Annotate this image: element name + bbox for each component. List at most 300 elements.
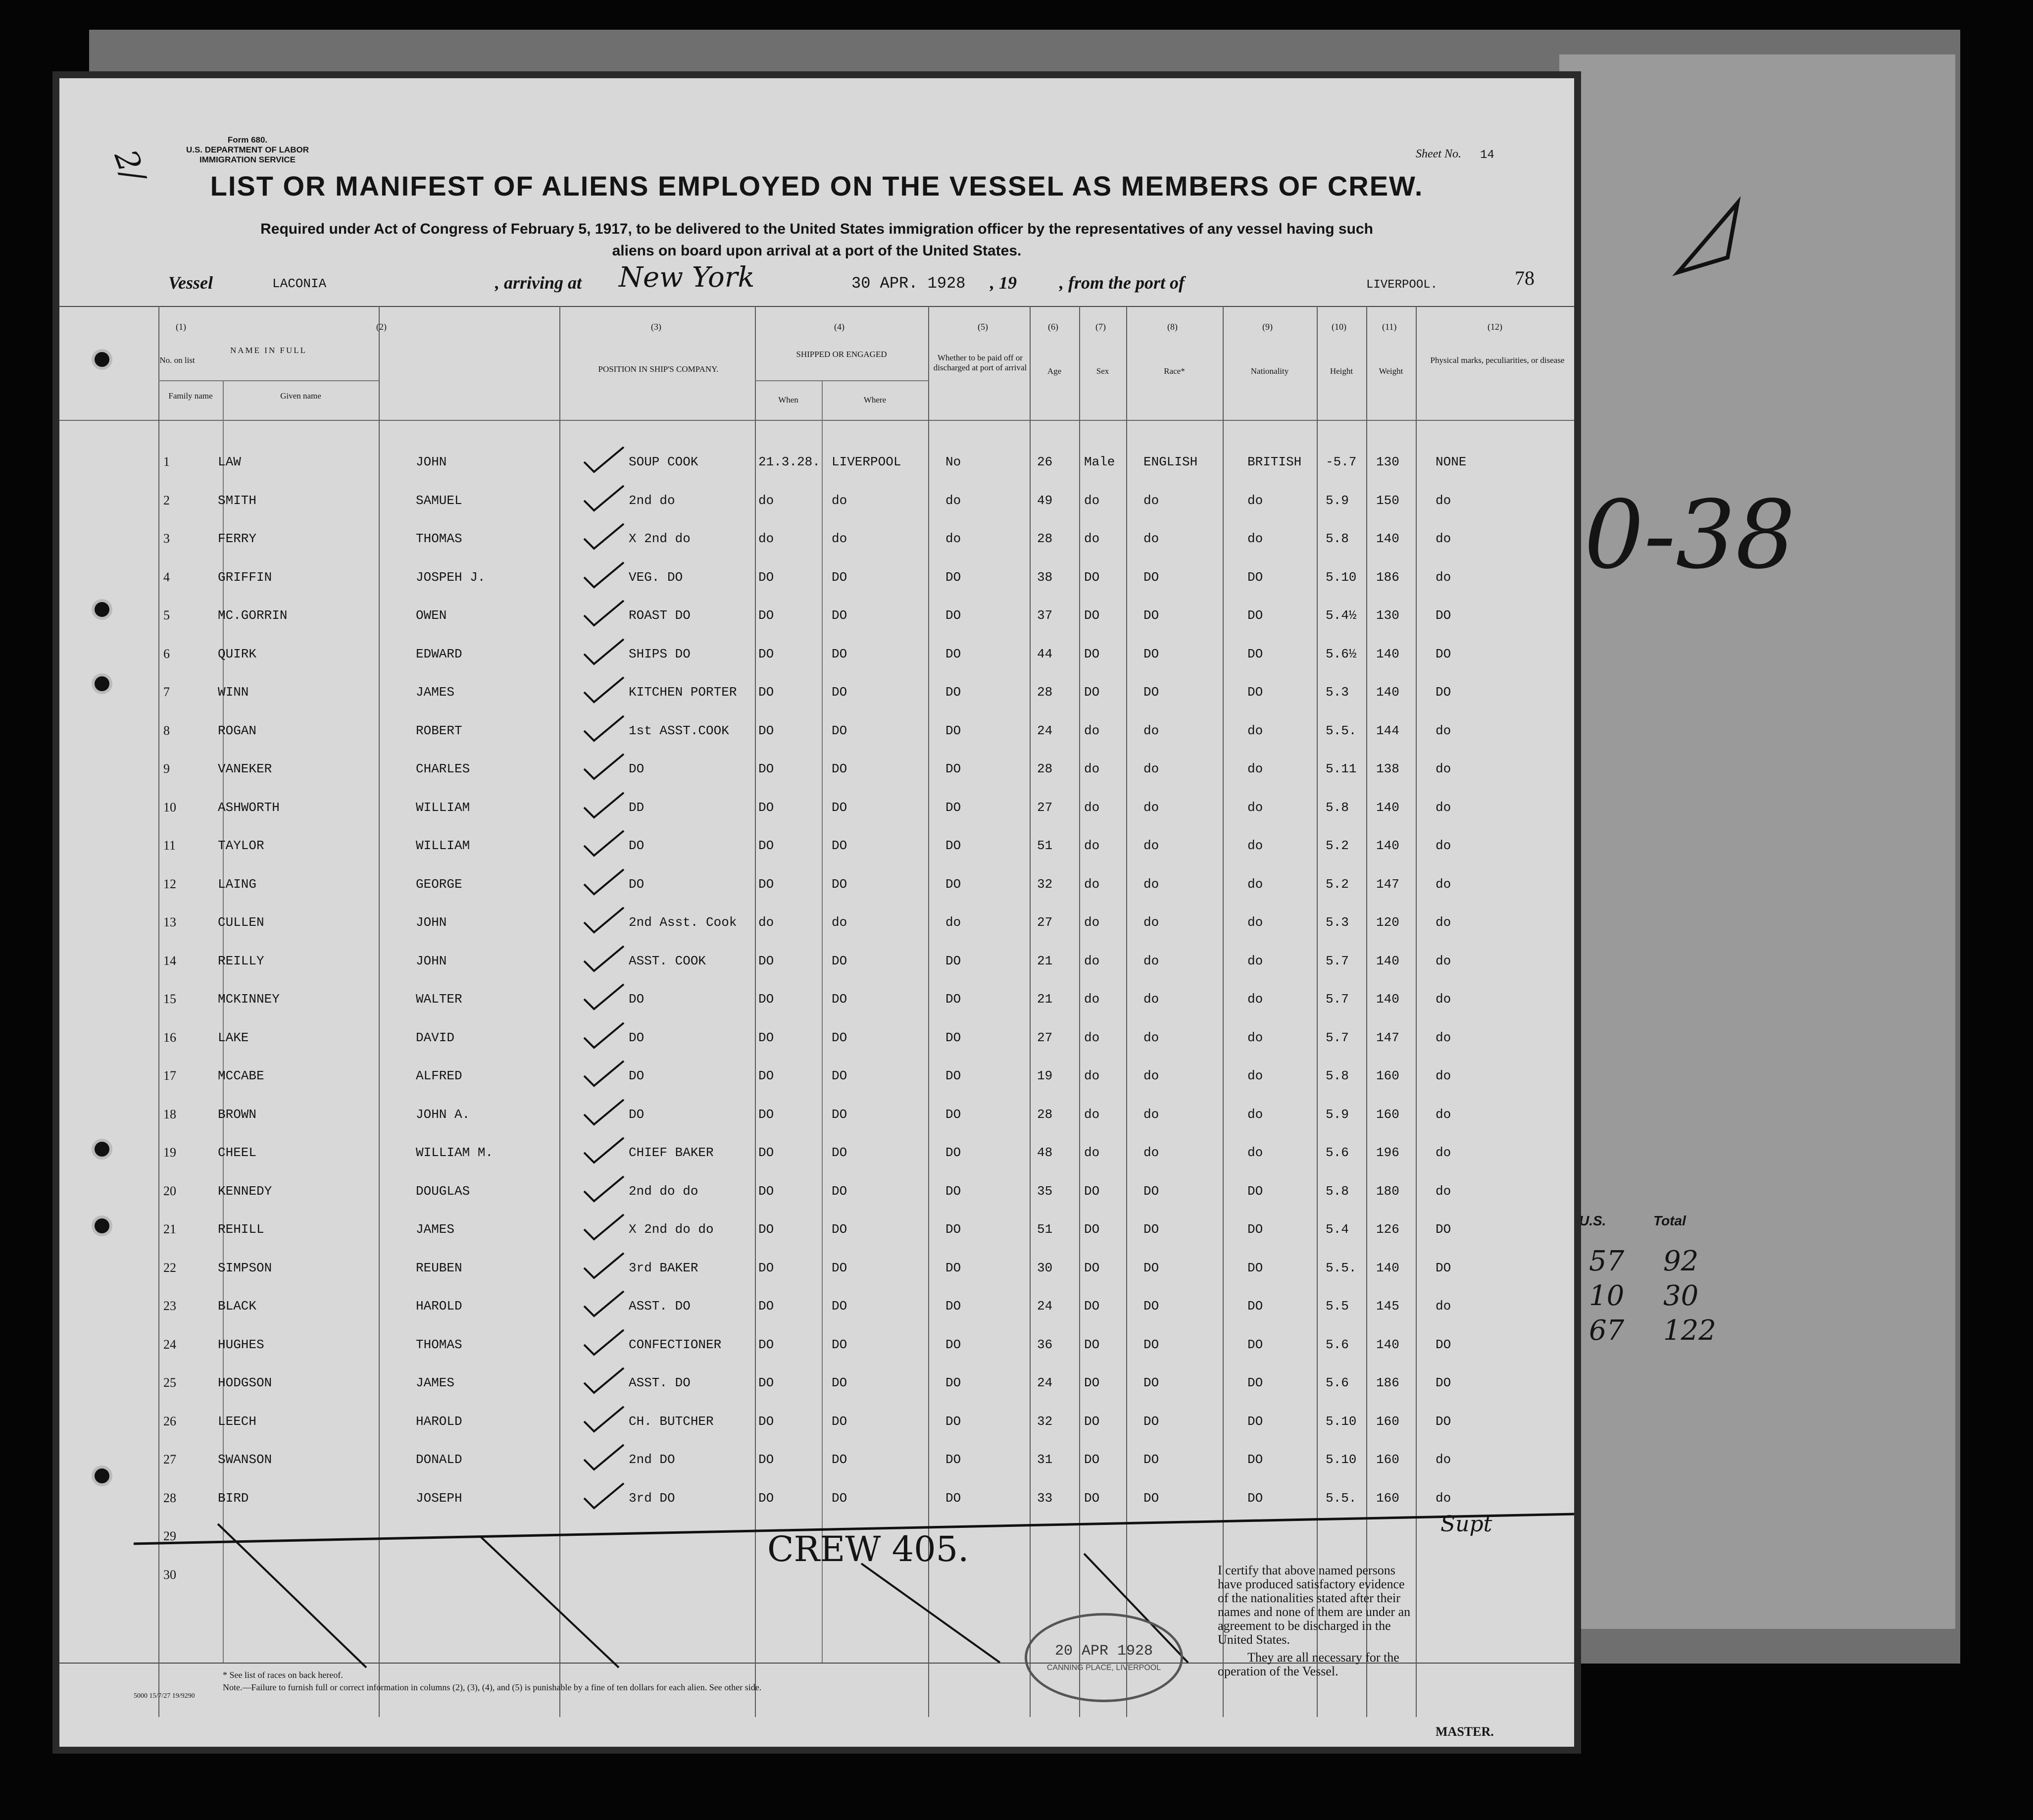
when-cell: do [758,531,774,546]
master-label: MASTER. [1436,1724,1494,1739]
race-cell: DO [1143,569,1159,585]
age-cell: 30 [1037,1260,1053,1275]
age-cell: 36 [1037,1337,1053,1352]
given-name-cell: ROBERT [416,723,462,738]
position-cell: ASST. DO [629,1375,691,1390]
height-cell: 5.2 [1326,838,1349,853]
paid-off-cell: DO [945,1222,961,1237]
physical-marks-cell: do [1436,531,1451,546]
family-name-cell: ASHWORTH [218,800,280,815]
weight-cell: 140 [1376,1260,1399,1275]
age-cell: 24 [1037,1375,1053,1390]
when-cell: DO [758,761,774,776]
arrival-date-stamp: 30 APR. 1928 [851,274,966,293]
age-cell: 24 [1037,1299,1053,1314]
height-cell: 5.7 [1326,953,1349,968]
department: U.S. DEPARTMENT OF LABOR [186,145,309,154]
where-cell: do [832,915,847,930]
position-cell: 2nd Asst. Cook [629,915,737,930]
race-cell: do [1143,876,1159,892]
race-cell: ENGLISH [1143,455,1198,469]
sex-cell: DO [1084,608,1100,623]
age-cell: 48 [1037,1145,1053,1160]
race-cell: DO [1143,1222,1159,1237]
row-number: 15 [163,992,176,1006]
physical-marks-cell: do [1436,915,1451,930]
nationality-cell: do [1247,761,1263,776]
age-cell: 28 [1037,761,1053,776]
sex-cell: DO [1084,685,1100,700]
arrow-mark-icon [1668,193,1757,322]
row-number: 11 [163,838,176,853]
given-name-cell: WILLIAM [416,838,470,853]
position-cell: DO [629,876,645,892]
family-name-cell: BROWN [218,1107,257,1122]
tally-r2a: 10 [1589,1280,1625,1312]
manifest-page [59,78,1574,1747]
col-num-11: (11) [1382,322,1397,332]
header-family-name: Family name [168,391,213,401]
certification-line: agreement to be discharged in the [1218,1618,1391,1633]
nationality-cell: do [1247,838,1263,853]
family-name-cell: LAW [218,455,241,469]
given-name-cell: JOSPEH J. [416,569,486,585]
physical-marks-cell: do [1436,992,1451,1007]
row-number: 27 [163,1452,176,1466]
tally-r1b: 92 [1663,1245,1699,1277]
weight-cell: 144 [1376,723,1399,738]
height-cell: 5.7 [1326,992,1349,1007]
where-cell: DO [832,992,847,1007]
header-physical-marks: Physical marks, peculiarities, or disease [1430,355,1565,365]
age-cell: 37 [1037,608,1053,623]
physical-marks-cell: DO [1436,1337,1451,1352]
height-cell: 5.3 [1326,685,1349,700]
family-name-cell: VANEKER [218,761,272,776]
header-race: Race* [1164,366,1185,376]
sex-cell: do [1084,838,1100,853]
given-name-cell: EDWARD [416,646,462,661]
weight-cell: 160 [1376,1452,1399,1467]
weight-cell: 140 [1376,953,1399,968]
header-nationality: Nationality [1250,366,1289,376]
family-name-cell: MCCABE [218,1068,264,1083]
punch-hole [92,1139,112,1160]
row-number: 23 [163,1299,176,1313]
given-name-cell: DONALD [416,1452,462,1467]
age-cell: 26 [1037,455,1053,469]
tally-r3a: 67 [1589,1314,1625,1347]
age-cell: 24 [1037,723,1053,738]
paid-off-cell: DO [945,646,961,661]
where-cell: DO [832,1490,847,1506]
height-cell: 5.2 [1326,876,1349,892]
where-cell: DO [832,1414,847,1429]
age-cell: 21 [1037,953,1053,968]
physical-marks-cell: do [1436,761,1451,776]
age-cell: 38 [1037,569,1053,585]
where-cell: DO [832,1030,847,1045]
weight-cell: 120 [1376,915,1399,930]
age-cell: 21 [1037,992,1053,1007]
height-cell: 5.10 [1326,1452,1357,1467]
given-name-cell: JAMES [416,685,455,700]
weight-cell: 196 [1376,1145,1399,1160]
race-cell: do [1143,953,1159,968]
weight-cell: 147 [1376,876,1399,892]
nationality-cell: do [1247,1068,1263,1083]
from-port-label: , from the port of [1059,273,1185,293]
when-cell: DO [758,1030,774,1045]
height-cell: 5.8 [1326,531,1349,546]
physical-marks-cell: DO [1436,1260,1451,1275]
physical-marks-cell: do [1436,1107,1451,1122]
race-cell: do [1143,1145,1159,1160]
when-cell: 21.3.28. [758,455,820,469]
nationality-cell: do [1247,953,1263,968]
when-cell: DO [758,1414,774,1429]
position-cell: 3rd BAKER [629,1260,698,1275]
sex-cell: DO [1084,646,1100,661]
paid-off-cell: DO [945,1068,961,1083]
position-cell: 2nd do [629,493,675,508]
sex-cell: DO [1084,569,1100,585]
col-num-9: (9) [1262,322,1273,332]
nationality-cell: DO [1247,1337,1263,1352]
physical-marks-cell: do [1436,1452,1451,1467]
sex-cell: DO [1084,1260,1100,1275]
given-name-cell: WILLIAM M. [416,1145,494,1160]
row-number: 12 [163,876,176,891]
position-cell: SHIPS DO [629,646,691,661]
paid-off-cell: DO [945,838,961,853]
age-cell: 35 [1037,1183,1053,1199]
age-cell: 51 [1037,1222,1053,1237]
physical-marks-cell: do [1436,1490,1451,1506]
position-cell: KITCHEN PORTER [629,685,737,700]
side-mark: 0-38 [1584,480,1795,590]
where-cell: DO [832,1452,847,1467]
when-cell: DO [758,569,774,585]
where-cell: DO [832,608,847,623]
nationality-cell: DO [1247,569,1263,585]
sex-cell: DO [1084,1183,1100,1199]
nationality-cell: DO [1247,1452,1263,1467]
where-cell: do [832,531,847,546]
where-cell: DO [832,800,847,815]
row-number: 3 [163,531,170,546]
race-cell: DO [1143,1299,1159,1314]
physical-marks-cell: do [1436,1299,1451,1314]
given-name-cell: JOHN [416,455,447,469]
weight-cell: 126 [1376,1222,1399,1237]
when-cell: DO [758,1145,774,1160]
paid-off-cell: DO [945,876,961,892]
when-cell: do [758,493,774,508]
certification-line: names and none of them are under an [1218,1605,1411,1619]
where-cell: DO [832,1222,847,1237]
col-num-5: (5) [978,322,988,332]
given-name-cell: ALFRED [416,1068,462,1083]
row-number: 6 [163,646,170,661]
paid-off-cell: DO [945,953,961,968]
paid-off-cell: DO [945,1452,961,1467]
height-cell: 5.7 [1326,1030,1349,1045]
sex-cell: DO [1084,1414,1100,1429]
sex-cell: DO [1084,1337,1100,1352]
nationality-cell: DO [1247,646,1263,661]
immigration-stamp [1025,1613,1183,1702]
age-cell: 27 [1037,1030,1053,1045]
when-cell: DO [758,953,774,968]
when-cell: DO [758,1375,774,1390]
position-cell: DO [629,1107,645,1122]
tally-head-total: Total [1653,1213,1686,1228]
col-num-2: (2) [376,322,387,332]
age-cell: 44 [1037,646,1053,661]
header-no-on-list: No. on list [159,355,195,365]
certification-line: have produced satisfactory evidence [1218,1577,1405,1591]
header-name-in-full: NAME IN FULL [230,346,307,355]
nationality-cell: DO [1247,1490,1263,1506]
header-position: POSITION IN SHIP'S COMPANY. [598,364,719,374]
margin-mark: 2/ [106,145,152,187]
weight-cell: 160 [1376,1107,1399,1122]
given-name-cell: REUBEN [416,1260,462,1275]
position-cell: X 2nd do do [629,1222,714,1237]
height-cell: 5.5. [1326,1260,1357,1275]
position-cell: X 2nd do [629,531,691,546]
sex-cell: do [1084,493,1100,508]
position-cell: VEG. DO [629,569,683,585]
family-name-cell: HUGHES [218,1337,264,1352]
sex-cell: do [1084,1030,1100,1045]
race-cell: DO [1143,1490,1159,1506]
position-cell: 1st ASST.COOK [629,723,729,738]
where-cell: DO [832,1145,847,1160]
race-cell: do [1143,531,1159,546]
strike-through-lines [59,78,1574,1747]
family-name-cell: TAYLOR [218,838,264,853]
when-cell: do [758,915,774,930]
paid-off-cell: DO [945,1490,961,1506]
family-name-cell: LEECH [218,1414,257,1429]
print-code: 5000 15/7/27 19/9290 [134,1692,195,1700]
row-number: 10 [163,800,176,814]
height-cell: -5.7 [1326,455,1357,469]
position-cell: CHIEF BAKER [629,1145,714,1160]
height-cell: 5.9 [1326,493,1349,508]
family-name-cell: MCKINNEY [218,992,280,1007]
given-name-cell: DOUGLAS [416,1183,470,1199]
paid-off-cell: DO [945,1260,961,1275]
position-cell: SOUP COOK [629,455,698,469]
row-number: 17 [163,1068,176,1083]
height-cell: 5.8 [1326,1183,1349,1199]
position-cell: DO [629,992,645,1007]
physical-marks-cell: DO [1436,1414,1451,1429]
punch-hole [92,599,112,620]
certification-line: I certify that above named persons [1218,1563,1395,1577]
race-cell: DO [1143,685,1159,700]
family-name-cell: KENNEDY [218,1183,272,1199]
nationality-cell: do [1247,1107,1263,1122]
certification-line: of the nationalities stated after their [1218,1591,1400,1605]
header-paid-off: Whether to be paid off or discharged at port of arrival [933,353,1027,372]
race-cell: do [1143,992,1159,1007]
sex-cell: do [1084,723,1100,738]
row-number: 24 [163,1337,176,1352]
row-number: 18 [163,1107,176,1121]
height-cell: 5.8 [1326,1068,1349,1083]
height-cell: 5.6 [1326,1375,1349,1390]
when-cell: DO [758,685,774,700]
when-cell: DO [758,723,774,738]
paid-off-cell: DO [945,1337,961,1352]
when-cell: DO [758,1452,774,1467]
nationality-cell: do [1247,723,1263,738]
row-number: 19 [163,1145,176,1160]
nationality-cell: DO [1247,685,1263,700]
col-num-7: (7) [1095,322,1106,332]
certification-line: United States. [1218,1632,1290,1647]
physical-marks-cell: do [1436,1030,1451,1045]
given-name-cell: SAMUEL [416,493,462,508]
arriving-label: , arriving at [495,273,582,293]
nationality-cell: do [1247,1145,1263,1160]
race-cell: do [1143,1107,1159,1122]
weight-cell: 140 [1376,531,1399,546]
family-name-cell: ROGAN [218,723,257,738]
row-number: 22 [163,1260,176,1275]
position-cell: CONFECTIONER [629,1337,722,1352]
paid-off-cell: DO [945,569,961,585]
certification-line: They are all necessary for the [1247,1650,1399,1665]
physical-marks-cell: do [1436,1145,1451,1160]
position-cell: 3rd DO [629,1490,675,1506]
given-name-cell: HAROLD [416,1414,462,1429]
subtitle-line-2: aliens on board upon arrival at a port of the United States. [612,243,1022,259]
height-cell: 5.8 [1326,800,1349,815]
where-cell: DO [832,1068,847,1083]
where-cell: DO [832,838,847,853]
family-name-cell: BLACK [218,1299,257,1314]
where-cell: DO [832,953,847,968]
where-cell: DO [832,1299,847,1314]
row-number: 16 [163,1030,176,1045]
col-num-12: (12) [1488,322,1502,332]
family-name-cell: GRIFFIN [218,569,272,585]
family-name-cell: QUIRK [218,646,257,661]
weight-cell: 147 [1376,1030,1399,1045]
where-cell: DO [832,1183,847,1199]
height-cell: 5.6 [1326,1337,1349,1352]
age-cell: 28 [1037,685,1053,700]
position-cell: ASST. DO [629,1299,691,1314]
family-name-cell: LAKE [218,1030,249,1045]
race-cell: do [1143,1068,1159,1083]
where-cell: LIVERPOOL [832,455,901,469]
certification-text [1218,1564,1500,1678]
weight-cell: 140 [1376,1337,1399,1352]
given-name-cell: THOMAS [416,531,462,546]
when-cell: DO [758,800,774,815]
nationality-cell: BRITISH [1247,455,1302,469]
given-name-cell: OWEN [416,608,447,623]
sex-cell: DO [1084,1299,1100,1314]
nationality-cell: do [1247,1030,1263,1045]
nationality-cell: do [1247,493,1263,508]
position-cell: DD [629,800,645,815]
physical-marks-cell: do [1436,953,1451,968]
row-number: 5 [163,608,170,622]
physical-marks-cell: do [1436,876,1451,892]
family-name-cell: SWANSON [218,1452,272,1467]
physical-marks-cell: do [1436,838,1451,853]
race-cell: DO [1143,608,1159,623]
height-cell: 5.11 [1326,761,1357,776]
col-num-10: (10) [1332,322,1346,332]
weight-cell: 140 [1376,992,1399,1007]
race-cell: do [1143,1030,1159,1045]
race-cell: do [1143,761,1159,776]
vessel-name: LACONIA [272,276,327,291]
age-cell: 28 [1037,1107,1053,1122]
physical-marks-cell: DO [1436,1375,1451,1390]
sex-cell: DO [1084,1452,1100,1467]
paid-off-cell: DO [945,1183,961,1199]
row-number: 20 [163,1183,176,1198]
header-sex: Sex [1096,366,1109,376]
physical-marks-cell: do [1436,569,1451,585]
document-title: LIST OR MANIFEST OF ALIENS EMPLOYED ON THE VESSEL AS MEMBERS OF CREW. [210,170,1424,202]
stamp-date: 20 APR 1928 [1054,1643,1153,1660]
sex-cell: do [1084,1107,1100,1122]
physical-marks-cell: do [1436,1183,1451,1199]
age-cell: 31 [1037,1452,1053,1467]
adjacent-page [1559,54,1955,1629]
height-cell: 5.10 [1326,569,1357,585]
row-number: 29 [163,1529,176,1543]
family-name-cell: SMITH [218,493,257,508]
crew-count-note: CREW 405. [767,1529,969,1569]
age-cell: 27 [1037,800,1053,815]
when-cell: DO [758,1107,774,1122]
paid-off-cell: DO [945,1145,961,1160]
sex-cell: do [1084,800,1100,815]
position-cell: 2nd do do [629,1183,698,1199]
physical-marks-cell: DO [1436,1222,1451,1237]
where-cell: do [832,493,847,508]
header-age: Age [1047,366,1062,376]
paid-off-cell: No [945,455,961,469]
physical-marks-cell: do [1436,800,1451,815]
race-cell: DO [1143,1337,1159,1352]
row-number: 30 [163,1567,176,1582]
where-cell: DO [832,1375,847,1390]
nationality-cell: DO [1247,1414,1263,1429]
weight-cell: 140 [1376,685,1399,700]
sex-cell: do [1084,992,1100,1007]
paid-off-cell: DO [945,723,961,738]
sex-cell: do [1084,1145,1100,1160]
height-cell: 5.6½ [1326,646,1357,661]
given-name-cell: HAROLD [416,1299,462,1314]
weight-cell: 160 [1376,1414,1399,1429]
sex-cell: Male [1084,455,1115,469]
family-name-cell: LAING [218,876,257,892]
row-number: 14 [163,953,176,968]
